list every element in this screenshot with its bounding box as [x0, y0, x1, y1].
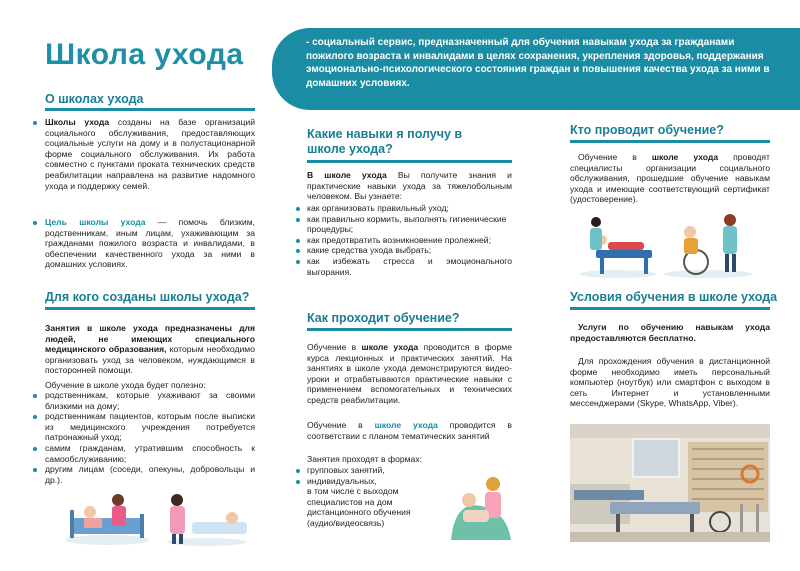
heading-rule	[45, 108, 255, 111]
list-item: как избежать стресса и эмоционального выгорания.	[296, 256, 512, 277]
list-item: как правильно кормить, выполнять гигиенические процедуры;	[296, 214, 512, 235]
heading-rule	[45, 307, 255, 310]
plan-paragraph: Обучение в школе ухода проводится в соответствии с планом тематических занятий	[307, 420, 512, 441]
bold-term: В школе ухода	[307, 170, 387, 180]
skills-text: Вы получите знания и практические навыки ухода за тяжелобольным человеком. Вы узнаете:	[307, 170, 512, 202]
home-care-illustration	[447, 470, 515, 542]
how-text: проводится в форме курса лекционных и практических занятий. На занятиях в школе ухода демонстрируются видео-уроки и отрабатываются практические навыки с применением вспомогательных и технических средств реабилитации.	[307, 342, 512, 405]
useful-intro: Обучение в школе ухода будет полезно:	[45, 380, 206, 390]
useful-list	[33, 390, 255, 485]
how-paragraph: Обучение в школе ухода проводится в форме курса лекционных и практических занятий. На занятиях в школе ухода демонстрируются видео-уроки и отрабатываются практические навыки с применением вспомогательных и технических средств реабилитации.	[307, 342, 512, 405]
definition-banner	[272, 28, 800, 110]
list-item: как предотвратить возникновение пролежней;	[296, 235, 512, 246]
heading-rule	[307, 328, 512, 331]
heading-for-whom: Для кого созданы школы ухода?	[45, 290, 250, 304]
list-item: родственникам, которые ухаживают за своими близкими на дому;	[33, 390, 255, 411]
banner-text: - социальный сервис, предназначенный для обучения навыкам ухода за гражданами пожилого возраста и инвалидами в целях сохранения, укрепления здоровья, поддержания эмоционально-психологического состояния граждан и повышения качества ухода за ними в домашних условиях.	[306, 37, 770, 89]
goal-text: — помочь близким, родственникам, иным лицам, ухаживающим за гражданами пожилого возраста и инвалидами, в обеспечении качественного ухода за ними в домашних условиях.	[45, 217, 255, 270]
heading-how: Как проходит обучение?	[307, 311, 460, 325]
who-paragraph: Обучение в школе ухода проводят специалисты организации социального обслуживания, прошедшие обучение навыкам ухода и имеющие соответствующий сертификат (удостоверение).	[570, 152, 770, 205]
specialists-illustration	[578, 210, 758, 280]
heading-rule	[570, 307, 770, 310]
heading-about: О школах ухода	[45, 92, 144, 106]
list-item: самим гражданам, утратившим способность к самообслуживанию;	[33, 443, 255, 464]
for-whom-paragraph	[45, 323, 255, 376]
bold-term: школе ухода	[361, 342, 419, 352]
goal-term: Цель школы ухода	[45, 217, 146, 227]
about-paragraph	[45, 117, 255, 191]
goal-paragraph	[45, 217, 255, 270]
heading-rule	[570, 140, 770, 143]
bullet	[33, 121, 37, 125]
heading-who: Кто проводит обучение?	[570, 123, 724, 137]
list-item: индивидуальных,	[296, 476, 441, 487]
about-text: созданы на базе организаций социального обслуживания, предоставляющих социальные услуги на дому и в полустационарной форме социального обслуживания. Их работа совместно с пунктами проката технических средств реабилитации направлена на развитие надомного ухода и поддержку семей.	[45, 117, 255, 191]
free-notice: Услуги по обучению навыкам ухода предоставляются бесплатно.	[570, 322, 770, 343]
list-item: в том числе с выходом специалистов на дом дистанционного обучения (аудио/видеосвязь)	[307, 486, 411, 528]
heading-rule	[307, 160, 512, 163]
list-item: как организовать правильный уход;	[296, 203, 512, 214]
list-item: другим лицам (соседи, опекуны, добровольцы и др.).	[33, 464, 255, 485]
heading-skills: Какие навыки я получу в школе ухода?	[307, 127, 463, 156]
bold-term: Школы ухода	[45, 117, 110, 127]
for-whom-text: которым необходимо организовать уход за человеком, нуждающимся в посторонней помощи.	[45, 344, 255, 376]
classroom-photo	[570, 424, 770, 542]
caregivers-illustration	[62, 488, 252, 548]
teal-term: школе ухода	[374, 420, 438, 430]
forms-list	[296, 465, 441, 529]
bullet	[33, 221, 37, 225]
skills-list	[296, 203, 512, 277]
list-item: какие средства ухода выбрать;	[296, 245, 512, 256]
list-item: родственникам пациентов, которым после выписки из медицинского учреждения потребуется патронажный уход;	[33, 411, 255, 443]
bold-term: школе ухода	[651, 152, 719, 162]
who-text: проводят специалисты организации социального обслуживания, прошедшие обучение навыкам ухода и имеющие соответствующий сертификат (удостоверение).	[570, 152, 770, 205]
list-item: групповых занятий,	[296, 465, 441, 476]
heading-conditions: Условия обучения в школе ухода	[570, 290, 778, 304]
bold-term: Занятия в школе ухода предназначены для людей, не имеющих специального медицинского образования,	[45, 323, 255, 355]
plan-text: проводится в соответствии с планом тематических занятий	[307, 420, 512, 441]
page-title: Школа ухода	[45, 38, 244, 71]
forms-intro: Занятия проходят в формах:	[307, 454, 422, 464]
remote-requirements: Для прохождения обучения в дистанционной форме необходимо иметь персональный компьютер (ноутбук) или смартфон с выходом в сеть Интернет и установленными мессенджерами (Skype, WhatsApp, Viber).	[570, 356, 770, 409]
skills-paragraph	[307, 170, 512, 202]
